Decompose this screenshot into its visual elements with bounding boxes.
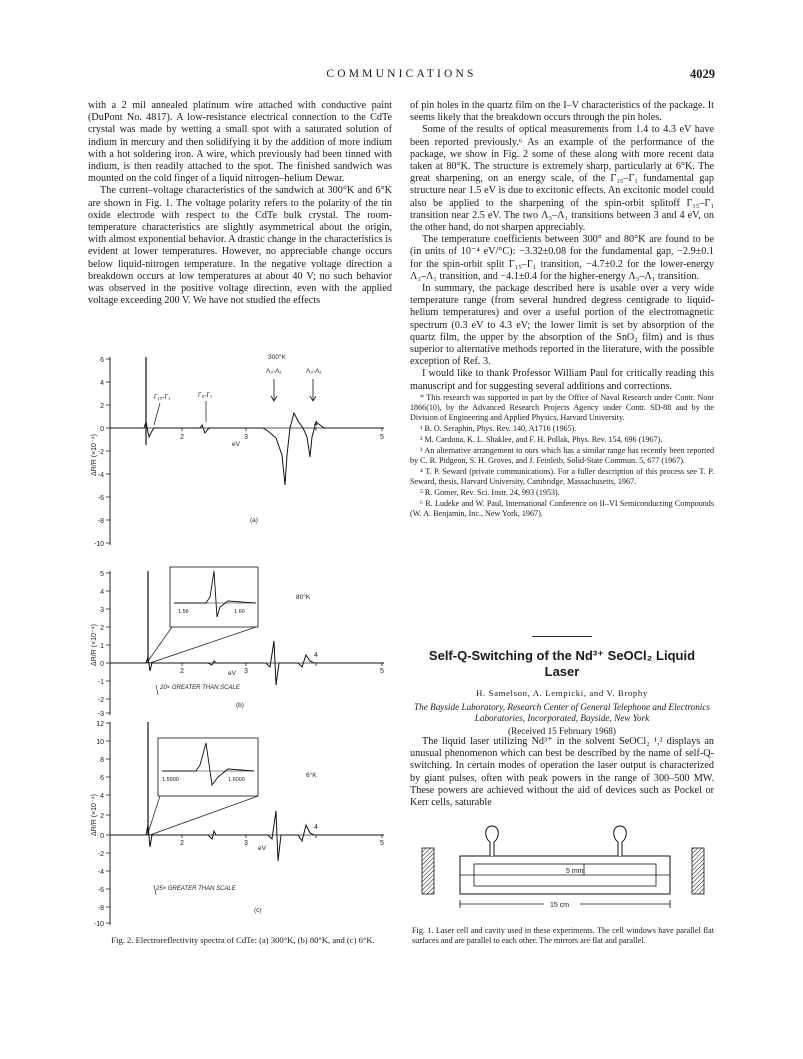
paragraph: with a 2 mil annealed platinum wire attached with conductive paint (DuPont No. 4817). A low-resistance electrical connection to the CdTe crystal was made by wetting a small spot with a saturated solution of indium in mercury and then solidifying it by the addition of more indium with a hot soldering iron. A wire, which previously had been tinned with indium, is then readily attached to the spot. The finished sandwich was mounted on the cold finger of a liquid nitrogen–helium Dewar. <box>88 100 392 185</box>
ytick-label: 5 <box>100 571 104 578</box>
temperature-label: 6°K <box>306 772 317 779</box>
ytick-label: 4 <box>100 589 104 596</box>
journal-section-title: COMMUNICATIONS <box>326 68 477 80</box>
dimension-label: 15 cm <box>550 902 570 909</box>
footnote: ³ An alternative arrangement to ours which has a similar range has recently been reported by C. R. Pidgeon, S. H. Groves, and J. Feinleib, Solid-State Commun. 5, 677 (1967). <box>410 445 714 465</box>
ytick-label: 2 <box>100 813 104 820</box>
ytick-label: -2 <box>97 851 104 858</box>
paragraph: I would like to thank Professor William Paul for critically reading this manuscript and for suggesting several additions and corrections. <box>410 368 714 392</box>
ytick-label: 0 <box>100 661 104 668</box>
ytick-label: 6 <box>100 357 104 364</box>
scale-note: 25× GREATER THAN SCALE <box>156 886 236 892</box>
footnote: * This research was supported in part by the Office of Naval Research under Contr. Nonr 1866(10), by the Advanced Research Projects Agency under Contr. SD-88 and by the Division of Engineering and Applied Physics, Harvard University. <box>410 392 714 422</box>
ytick-label: -10 <box>93 541 104 548</box>
article-received-date: (Received 15 February 1968) <box>508 726 616 736</box>
paragraph: Some of the results of optical measurements from 1.4 to 4.3 eV have been reported previously.⁶ As an example of the performance of the package, we show in Fig. 2 some of these along with more recent data taken at 80°K. The structure is extremely sharp, particularly at 6°K. The great sharpening, on an energy scale, of the Γ₁₅–Γ₁ fundamental gap structure near 1.5 eV is due to excitonic effects. An excitonic model could also be applied to the sharpening of the spin-orbit splitoff Γ₁₅–Γ₁ transition near 2.5 eV. The two Λ₃–Λ₁ transitions between 3 and 4 eV, on the other hand, do not sharpen appreciably. <box>410 124 714 234</box>
xtick-label: 3 <box>244 668 248 675</box>
inset-tick: 1.6000 <box>228 777 245 783</box>
panel-a <box>91 353 384 548</box>
footnote: ¹ B. O. Seraphin, Phys. Rev. 140, A1716 (1965). <box>420 423 577 433</box>
y-axis-label: ΔR/R (×10⁻⁴) <box>91 794 98 836</box>
paragraph: In summary, the package described here is usable over a very wide temperature range (from several hundred degress centigrade to liquid-helium temperatures) and over a useful portion of the electromagnetic spectrum (0.3 eV to 4.3 eV; the lower limit is set by absorption of the quartz film, the upper by the absorption of the SnO₂ film) and is thus superior to alternative methods reported in the literature, with the possible exception of Ref. 3. <box>410 283 714 368</box>
paragraph: The current–voltage characteristics of the sandwich at 300°K and 6°K are shown in Fig. 1. The voltage polarity refers to the polarity of the tin oxide electrode with respect to the CdTe bulk crystal. The room-temperature characteristics are slightly asymmetrical about the origin, with almost exponential behavior. A drastic change in the characteristics is evident at lower temperatures. However, no appreciable change occurs below liquid-nitrogen temperature. In the negative voltage direction a breakdown occurs at low temperatures at about 40 V; no such behavior was observed in the positive voltage direction, even with the applied voltage exceeding 200 V. We have not studied the effects <box>88 185 392 307</box>
article-body <box>410 736 714 809</box>
ytick-label: 8 <box>100 757 104 764</box>
section-divider <box>532 636 592 637</box>
scale-note: 20× GREATER THAN SCALE <box>160 685 240 691</box>
inset-tick: 1.56 <box>178 609 189 615</box>
xtick-label: 3 <box>244 840 248 847</box>
transition-label: Γ₈-Γ₁ <box>198 392 213 399</box>
ytick-label: 1 <box>100 643 104 650</box>
ytick-label: 4 <box>100 793 104 800</box>
x-unit-label: eV <box>232 441 240 448</box>
left-mirror <box>422 848 434 894</box>
y-axis-label: ΔR/R (×10⁻⁴) <box>91 434 98 476</box>
inset-box <box>158 738 258 796</box>
y-axis-label: ΔR/R (×10⁻⁴) <box>91 624 98 666</box>
running-header <box>0 68 803 84</box>
filling-port-right <box>614 826 627 856</box>
ytick-label: -8 <box>97 518 104 525</box>
ytick-label: 0 <box>100 833 104 840</box>
ytick-label: -1 <box>97 679 104 686</box>
xtick-label: 2 <box>180 434 184 441</box>
ytick-label: -3 <box>97 711 104 718</box>
figure-2-electroreflectivity <box>88 345 398 930</box>
ytick-label: 6 <box>100 775 104 782</box>
temperature-label: 300°K <box>268 354 286 361</box>
transition-label: Λ₃-Λ₁ <box>266 368 282 375</box>
ytick-label: -10 <box>93 921 104 928</box>
ytick-label: -8 <box>97 905 104 912</box>
ytick-label: 10 <box>96 739 104 746</box>
ytick-label: -6 <box>97 887 104 894</box>
ytick-label: 4 <box>100 380 104 387</box>
xtick-label: 4 <box>314 824 318 831</box>
dimension-label: 5 mm <box>566 868 584 875</box>
panel-c <box>91 721 384 928</box>
ytick-label: -2 <box>97 697 104 704</box>
xtick-label: 3 <box>244 434 248 441</box>
ytick-label: 2 <box>100 403 104 410</box>
xtick-label: 2 <box>180 840 184 847</box>
paragraph: of pin holes in the quartz film on the I–V characteristics of the package. It seems likely that the breakdown occurs through the pin holes. <box>410 100 714 124</box>
panel-label: (b) <box>236 702 244 709</box>
paragraph: The temperature coefficients between 300° and 80°K are found to be (in units of 10⁻⁴ eV/°C): −3.32±0.08 for the fundamental gap, −2.9±0.1 for the spin-orbit split Γ₁₅–Γ₁ transition, −4.7±0.2 for the lower-energy Λ₃–Λ₁ transition, and −4.1±0.4 for the higher-energy Λ₃–Λ₁ transition. <box>410 234 714 282</box>
article-heading-block <box>410 648 714 736</box>
footnote: ⁵ R. Gomer, Rev. Sci. Instr. 24, 993 (1953). <box>420 487 560 497</box>
ytick-label: -4 <box>97 869 104 876</box>
figure-2-caption: Fig. 2. Electroreflectivity spectra of CdTe: (a) 300°K, (b) 80°K, and (c) 6°K. <box>111 935 375 945</box>
transition-label: Λ₃-Λ₁ <box>306 368 322 375</box>
paragraph: The liquid laser utilizing Nd³⁺ in the solvent SeOCl₂ ¹,² displays an unusual phenomenon which can best be described by the name of self-Q-switching. In certain modes of operation the laser output is characterized by giant pulses, often with peak powers in the range of 300–500 MW. These powers are achieved without the aid of devices such as Pockel or Kerr cells, saturable <box>410 736 714 809</box>
ytick-label: 3 <box>100 607 104 614</box>
footnote: ⁶ R. Ludeke and W. Paul, International Conference on II–VI Semiconducting Compounds (W. A. Benjamin, Inc., New York, 1967). <box>410 498 714 518</box>
ytick-label: 12 <box>96 721 104 728</box>
footnote: ² M. Cardona, K. L. Shaklee, and F. H. Pollak, Phys. Rev. 154, 696 (1967). <box>420 434 663 444</box>
left-column-text <box>88 100 392 307</box>
ytick-label: 2 <box>100 625 104 632</box>
inset-tick: 1.60 <box>234 609 245 615</box>
figure-1-laser-cell <box>420 820 710 922</box>
spectrum-curve-300K <box>110 413 384 485</box>
page-number: 4029 <box>690 67 715 81</box>
xtick-label: 2 <box>180 668 184 675</box>
ytick-label: -4 <box>97 472 104 479</box>
filling-port-left <box>486 826 499 856</box>
xtick-label: 5 <box>380 668 384 675</box>
footnotes <box>410 393 714 519</box>
panel-a-yticks <box>106 359 110 543</box>
panel-label: (a) <box>250 517 258 524</box>
ytick-label: -2 <box>97 449 104 456</box>
xtick-label: 4 <box>314 421 318 428</box>
right-column-text <box>410 100 714 520</box>
article-authors: H. Samelson, A. Lempicki, and V. Brophy <box>476 688 648 698</box>
xtick-label: 4 <box>314 652 318 659</box>
x-unit-label: eV <box>228 670 236 677</box>
transition-label: Γ₁₅-Γ₁ <box>154 394 171 401</box>
ytick-label: 0 <box>100 426 104 433</box>
xtick-label: 5 <box>380 840 384 847</box>
spectrum-curve-6K <box>110 811 384 861</box>
article-affiliation: The Bayside Laboratory, Research Center of General Telephone and Electronics Laboratories, Incorporated, Bayside, New York <box>414 702 710 723</box>
footnote: ⁴ T. P. Seward (private communications). For a fuller description of this process see T. P. Seward, thesis, Harvard University, Cambridge, Massachusetts, 1967. <box>410 466 714 486</box>
ytick-label: -6 <box>97 495 104 502</box>
inset-tick: 1.5900 <box>162 777 179 783</box>
panel-b <box>91 567 384 718</box>
right-mirror <box>692 848 704 894</box>
xtick-label: 5 <box>380 434 384 441</box>
temperature-label: 80°K <box>296 594 311 601</box>
article-title: Self-Q-Switching of the Nd³⁺ SeOCl₂ Liquid Laser <box>428 648 696 679</box>
x-unit-label: eV <box>258 845 266 852</box>
figure-1-caption: Fig. 1. Laser cell and cavity used in these experiments. The cell windows have parallel flat surfaces and are parallel to each other. The mirrors are flat and parallel. <box>412 926 714 945</box>
panel-label: (c) <box>254 907 262 914</box>
